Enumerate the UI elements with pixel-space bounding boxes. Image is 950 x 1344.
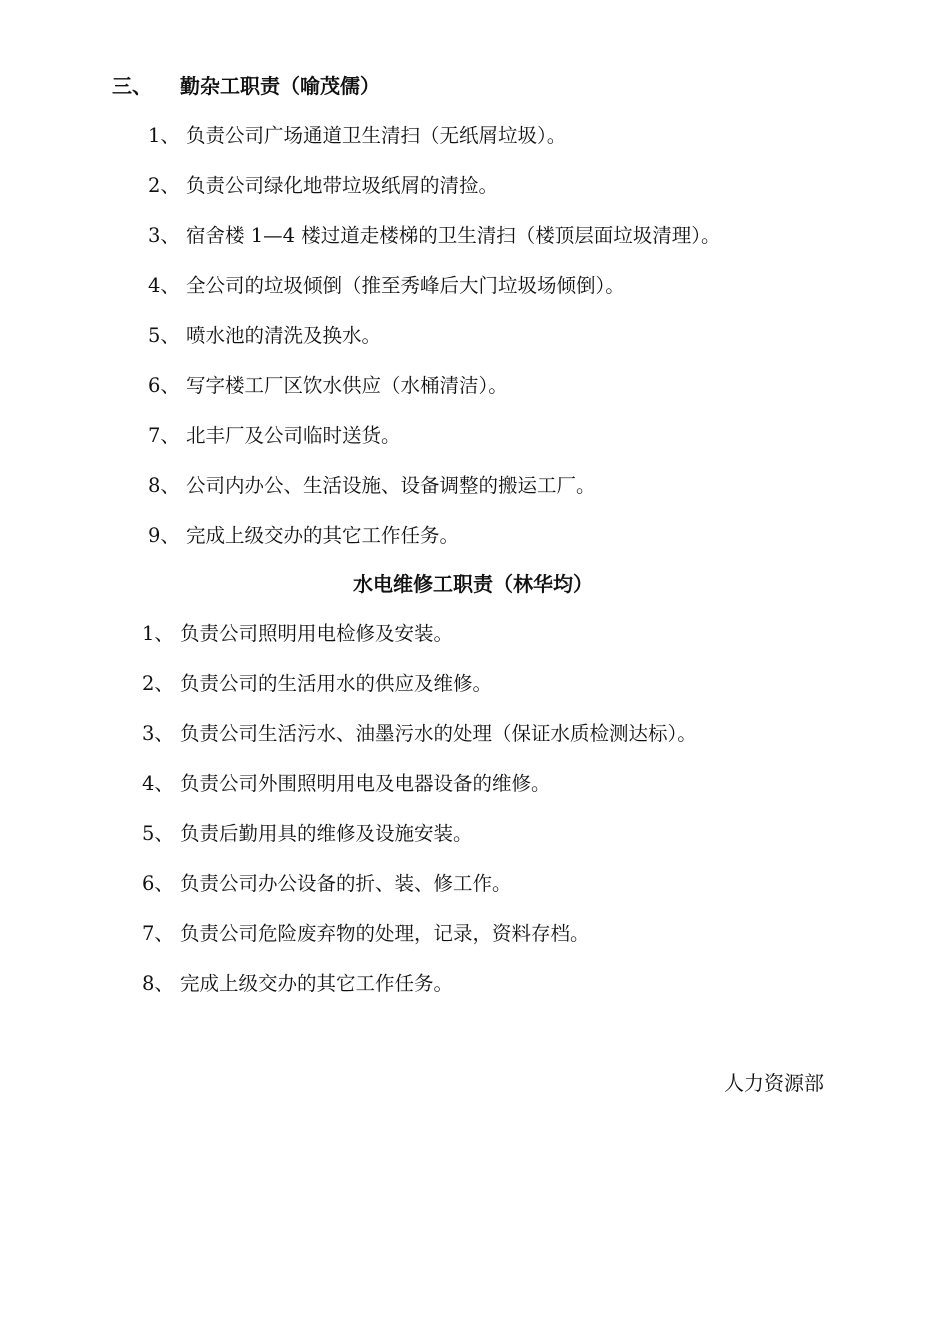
item-index: 7、 xyxy=(142,922,174,945)
item-index: 1、 xyxy=(148,124,180,147)
section-1-heading xyxy=(112,72,380,100)
item-index: 3、 xyxy=(148,224,180,247)
item-index: 1、 xyxy=(142,622,174,645)
list-item xyxy=(148,472,720,522)
item-index: 4、 xyxy=(148,274,180,297)
item-index: 2、 xyxy=(142,672,174,695)
list-item xyxy=(142,620,697,670)
list-item xyxy=(148,372,720,422)
item-text: 负责公司照明用电检修及安装。 xyxy=(180,622,454,645)
section-2-title: 水电维修工职责（林华均） xyxy=(353,572,593,596)
list-item xyxy=(142,720,697,770)
list-item xyxy=(142,770,697,820)
section-1-list xyxy=(148,122,720,572)
item-text: 全公司的垃圾倾倒（推至秀峰后大门垃圾场倾倒）。 xyxy=(186,274,625,297)
list-item xyxy=(148,122,720,172)
list-item xyxy=(148,172,720,222)
item-text: 完成上级交办的其它工作任务。 xyxy=(180,972,454,995)
item-index: 7、 xyxy=(148,424,180,447)
list-item xyxy=(142,970,697,1020)
item-index: 3、 xyxy=(142,722,174,745)
item-text: 负责公司广场通道卫生清扫（无纸屑垃圾）。 xyxy=(186,124,567,147)
item-index: 6、 xyxy=(142,872,174,895)
item-text: 北丰厂及公司临时送货。 xyxy=(186,424,401,447)
list-item xyxy=(148,222,720,272)
item-text: 负责公司生活污水、油墨污水的处理（保证水质检测达标）。 xyxy=(180,722,697,745)
item-text: 完成上级交办的其它工作任务。 xyxy=(186,524,460,547)
list-item xyxy=(142,920,697,970)
item-text: 负责后勤用具的维修及设施安装。 xyxy=(180,822,473,845)
list-item xyxy=(148,422,720,472)
section-1-number: 三、 xyxy=(112,74,152,98)
item-index: 4、 xyxy=(142,772,174,795)
department-signature: 人力资源部 xyxy=(724,1071,824,1095)
item-text: 负责公司危险废弃物的处理，记录，资料存档。 xyxy=(180,922,590,945)
item-index: 8、 xyxy=(142,972,174,995)
section-1-title: 勤杂工职责（喻茂儒） xyxy=(180,74,380,98)
section-2-heading xyxy=(0,570,950,598)
item-text: 写字楼工厂区饮水供应（水桶清洁）。 xyxy=(186,374,508,397)
item-text: 公司内办公、生活设施、设备调整的搬运工厂。 xyxy=(186,474,596,497)
section-2-list xyxy=(142,620,697,1020)
list-item xyxy=(142,820,697,870)
item-text: 负责公司外围照明用电及电器设备的维修。 xyxy=(180,772,551,795)
item-index: 9、 xyxy=(148,524,180,547)
list-item xyxy=(142,670,697,720)
list-item xyxy=(148,272,720,322)
item-text: 宿舍楼 1—4 楼过道走楼梯的卫生清扫（楼顶层面垃圾清理）。 xyxy=(186,224,721,247)
item-text: 负责公司办公设备的折、装、修工作。 xyxy=(180,872,512,895)
item-text: 负责公司绿化地带垃圾纸屑的清捡。 xyxy=(186,174,499,197)
item-index: 5、 xyxy=(142,822,174,845)
list-item xyxy=(142,870,697,920)
item-index: 8、 xyxy=(148,474,180,497)
list-item xyxy=(148,322,720,372)
item-index: 6、 xyxy=(148,374,180,397)
item-index: 5、 xyxy=(148,324,180,347)
item-text: 喷水池的清洗及换水。 xyxy=(186,324,382,347)
item-text: 负责公司的生活用水的供应及维修。 xyxy=(180,672,493,695)
item-index: 2、 xyxy=(148,174,180,197)
list-item xyxy=(148,522,720,572)
